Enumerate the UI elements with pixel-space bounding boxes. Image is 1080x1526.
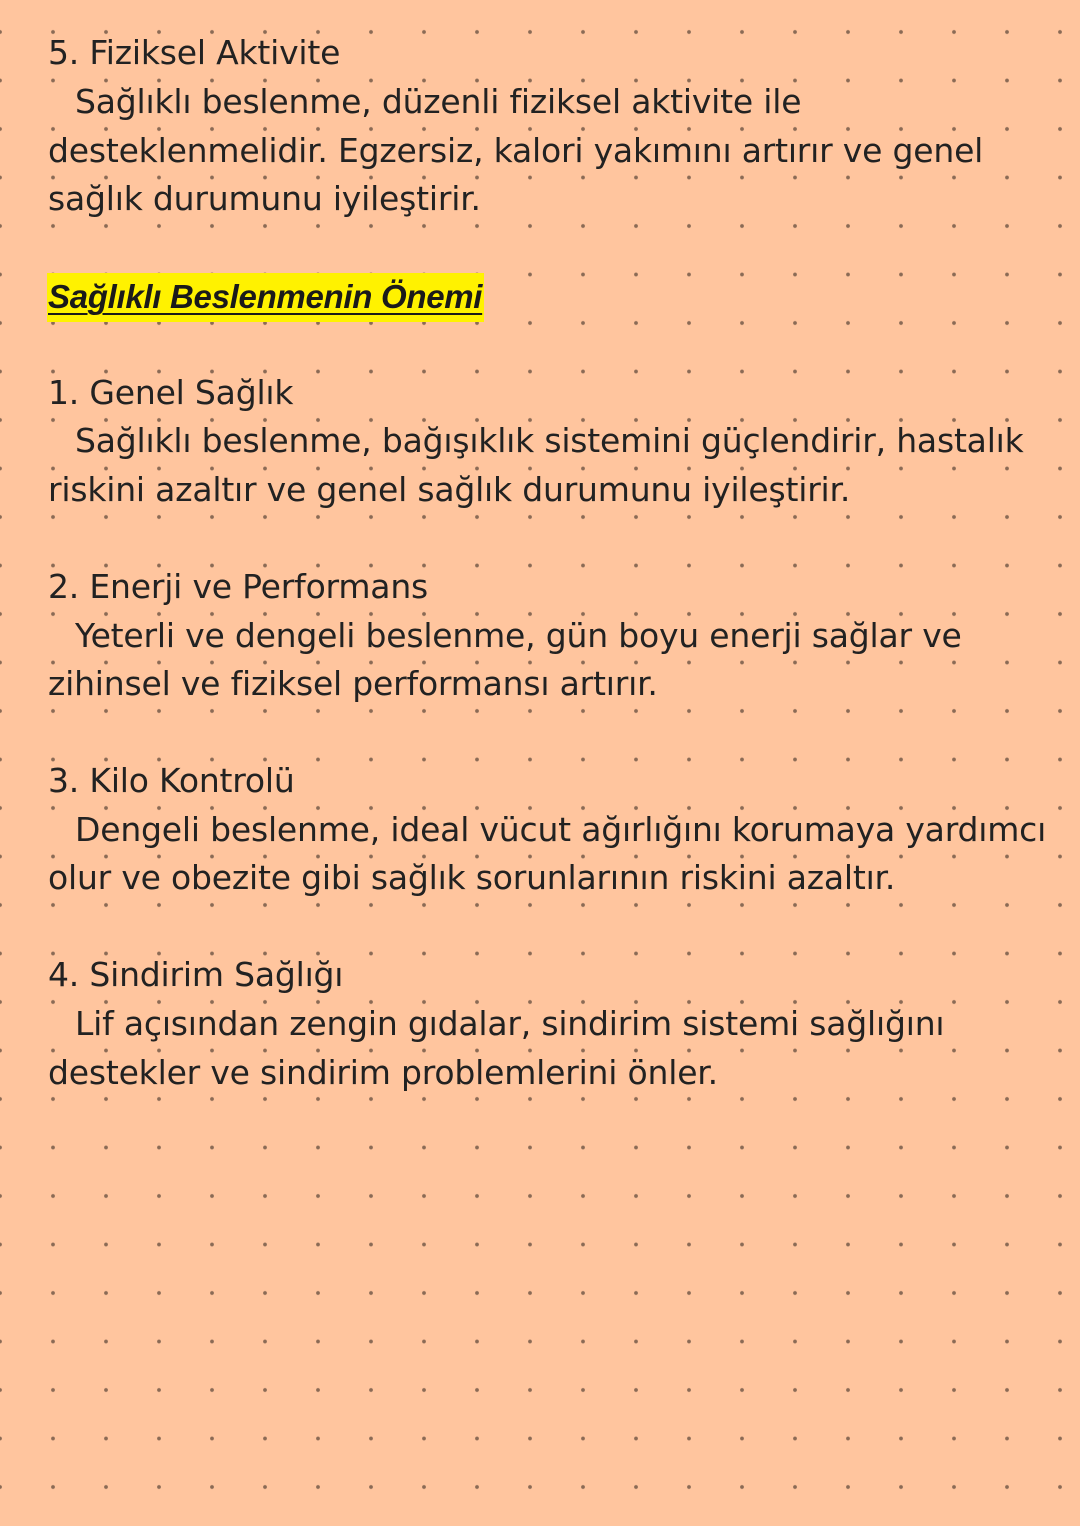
item-title: 2. Enerji ve Performans	[48, 567, 429, 606]
item-body-line: riskini azaltır ve genel sağlık durumunu iyileştirir.	[48, 470, 851, 509]
item-body-line: Sağlıklı beslenme, düzenli fiziksel aktivite ile	[75, 82, 802, 121]
item-title: 4. Sindirim Sağlığı	[48, 955, 344, 994]
item-body-line: olur ve obezite gibi sağlık sorunlarının riskini azaltır.	[48, 858, 896, 897]
section-heading-highlighted: Sağlıklı Beslenmenin Önemi	[47, 273, 484, 322]
item-title: 3. Kilo Kontrolü	[48, 761, 295, 800]
item-body-line: zihinsel ve fiziksel performansı artırır.	[48, 664, 658, 703]
item-body-line: desteklenmelidir. Egzersiz, kalori yakımını artırır ve genel	[48, 131, 984, 170]
item-body-line: Yeterli ve dengeli beslenme, gün boyu enerji sağlar ve	[75, 616, 962, 655]
item-body-line: Sağlıklı beslenme, bağışıklık sistemini güçlendirir, hastalık	[75, 421, 1024, 460]
item-title: 5. Fiziksel Aktivite	[48, 33, 341, 72]
item-body-line: sağlık durumunu iyileştirir.	[48, 179, 481, 218]
item-title: 1. Genel Sağlık	[48, 373, 294, 412]
item-body-line: Dengeli beslenme, ideal vücut ağırlığını korumaya yardımcı	[75, 810, 1047, 849]
item-body-line: Lif açısından zengin gıdalar, sindirim sistemi sağlığını	[75, 1004, 945, 1043]
item-body-line: destekler ve sindirim problemlerini önler.	[48, 1053, 718, 1092]
